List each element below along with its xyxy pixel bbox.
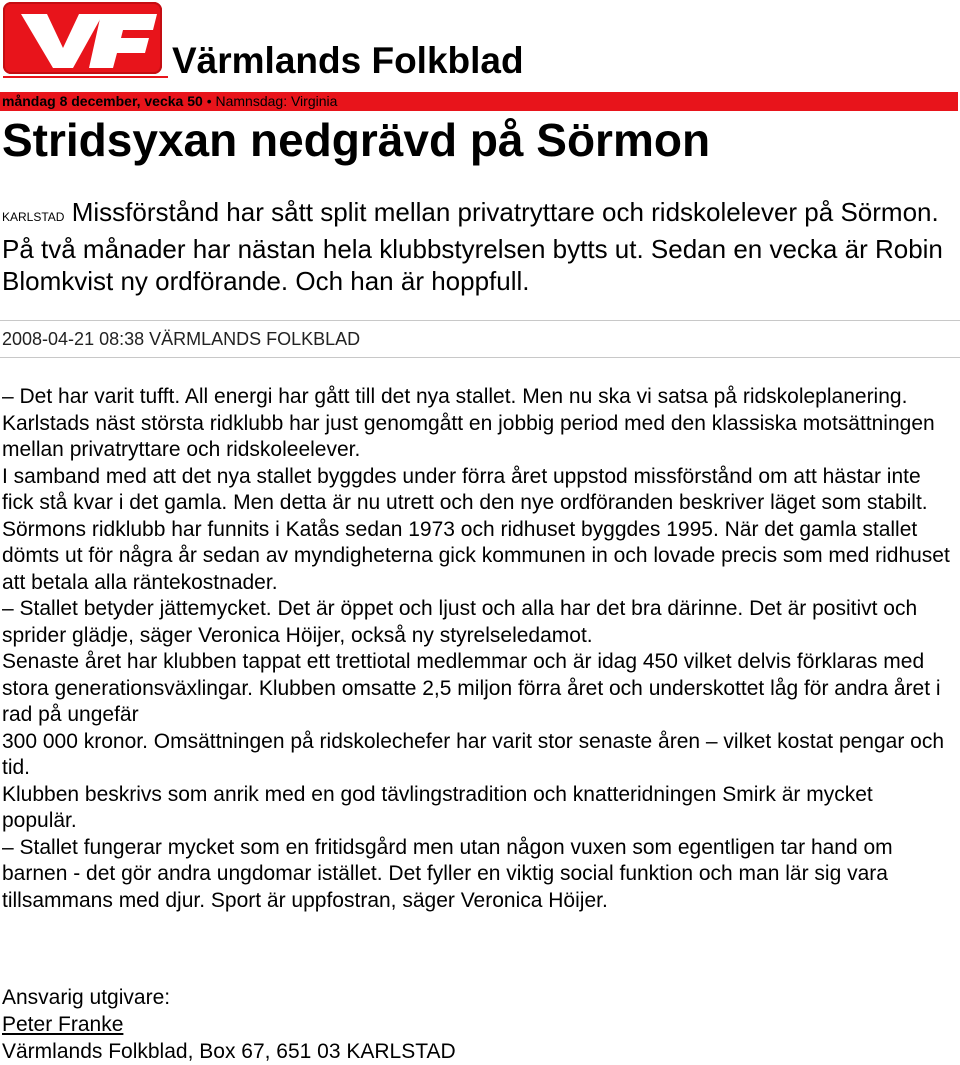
body-paragraph: I samband med att det nya stallet byggdes under förra året uppstod missförstånd om att hästar inte fick stå kvar i det gamla. Men detta är nu utrett och den nye ordföranden beskriver läget som stabilt. (2, 464, 928, 514)
date-separator: • (206, 93, 212, 109)
body-paragraph: 300 000 kronor. Omsättningen på ridskolechefer har varit stor senaste åren – vilket kostat pengar och tid. (2, 729, 945, 779)
body-paragraph: Sörmons ridklubb har funnits i Katås sedan 1973 och ridhuset byggdes 1995. När det gamla stallet dömts ut för några år sedan av myndigheterna gick kommunen in och lovade precis som med ridhuset att betala alla räntekostnader. (2, 517, 950, 594)
date-band (0, 92, 958, 111)
vf-logo-mark (3, 2, 162, 74)
article-meta: 2008-04-21 08:38 VÄRMLANDS FOLKBLAD (2, 329, 361, 349)
body-paragraph: Karlstads näst största ridklubb har just genomgått en jobbig period med den klassiska motsättningen mellan privatryttare och ridskoleelever. (2, 411, 935, 461)
body-paragraph: – Stallet fungerar mycket som en fritidsgård men utan någon vuxen som egentligen tar hand om barnen - det gör andra ungdomar istället. Det fyller en viktig social funktion och man lär sig vara tillsammans med djur. Sport är uppfostran, säger Veronica Höijer. (2, 835, 893, 912)
article-body (2, 384, 952, 914)
body-paragraph: – Stallet betyder jättemycket. Det är öppet och ljust och alla har det bra därinne. Det är positivt och sprider glädje, säger Veronica Höijer, också ny styrelseledamot. (2, 597, 918, 647)
body-paragraph: Klubben beskrivs som anrik med en god tävlingstradition och knatteridningen Smirk är mycket populär. (2, 782, 873, 832)
body-paragraph: – Det har varit tufft. All energi har gått till det nya stallet. Men nu ska vi satsa på ridskoleplanering. (2, 385, 908, 408)
publisher-label: Ansvarig utgivare: (2, 986, 171, 1009)
article-headline: Stridsyxan nedgrävd på Sörmon (2, 114, 711, 166)
publisher-address: Värmlands Folkblad, Box 67, 651 03 KARLSTAD (2, 1040, 456, 1063)
body-paragraph: Senaste året har klubben tappat ett trettiotal medlemmar och är idag 450 vilket delvis förklaras med stora generationsväxlingar. Klubben omsatte 2,5 miljon förra året och underskottet låg för andra året i rad på ungefär (2, 650, 941, 726)
date-band-text (2, 93, 337, 110)
masthead (0, 0, 960, 92)
nameday: Namnsdag: Virginia (215, 93, 338, 109)
meta-rule-bottom (0, 357, 960, 358)
meta-rule-top (0, 320, 960, 321)
logo-underline (3, 76, 168, 78)
article-dateline: KARLSTAD (2, 210, 65, 224)
publisher-link[interactable]: Peter Franke (2, 1013, 124, 1036)
current-date: måndag 8 december, vecka 50 (2, 93, 203, 109)
page-footer (2, 984, 952, 1065)
vf-logo[interactable] (3, 2, 162, 74)
site-title[interactable]: Värmlands Folkblad (172, 40, 524, 81)
article-lead (2, 196, 952, 297)
article-lead-text: Missförstånd har sått split mellan privatryttare och ridskolelever på Sörmon. På två månader har nästan hela klubbstyrelsen bytts ut. Sedan en vecka är Robin Blomkvist ny ordförande. Och han är hoppfull. (2, 197, 943, 296)
